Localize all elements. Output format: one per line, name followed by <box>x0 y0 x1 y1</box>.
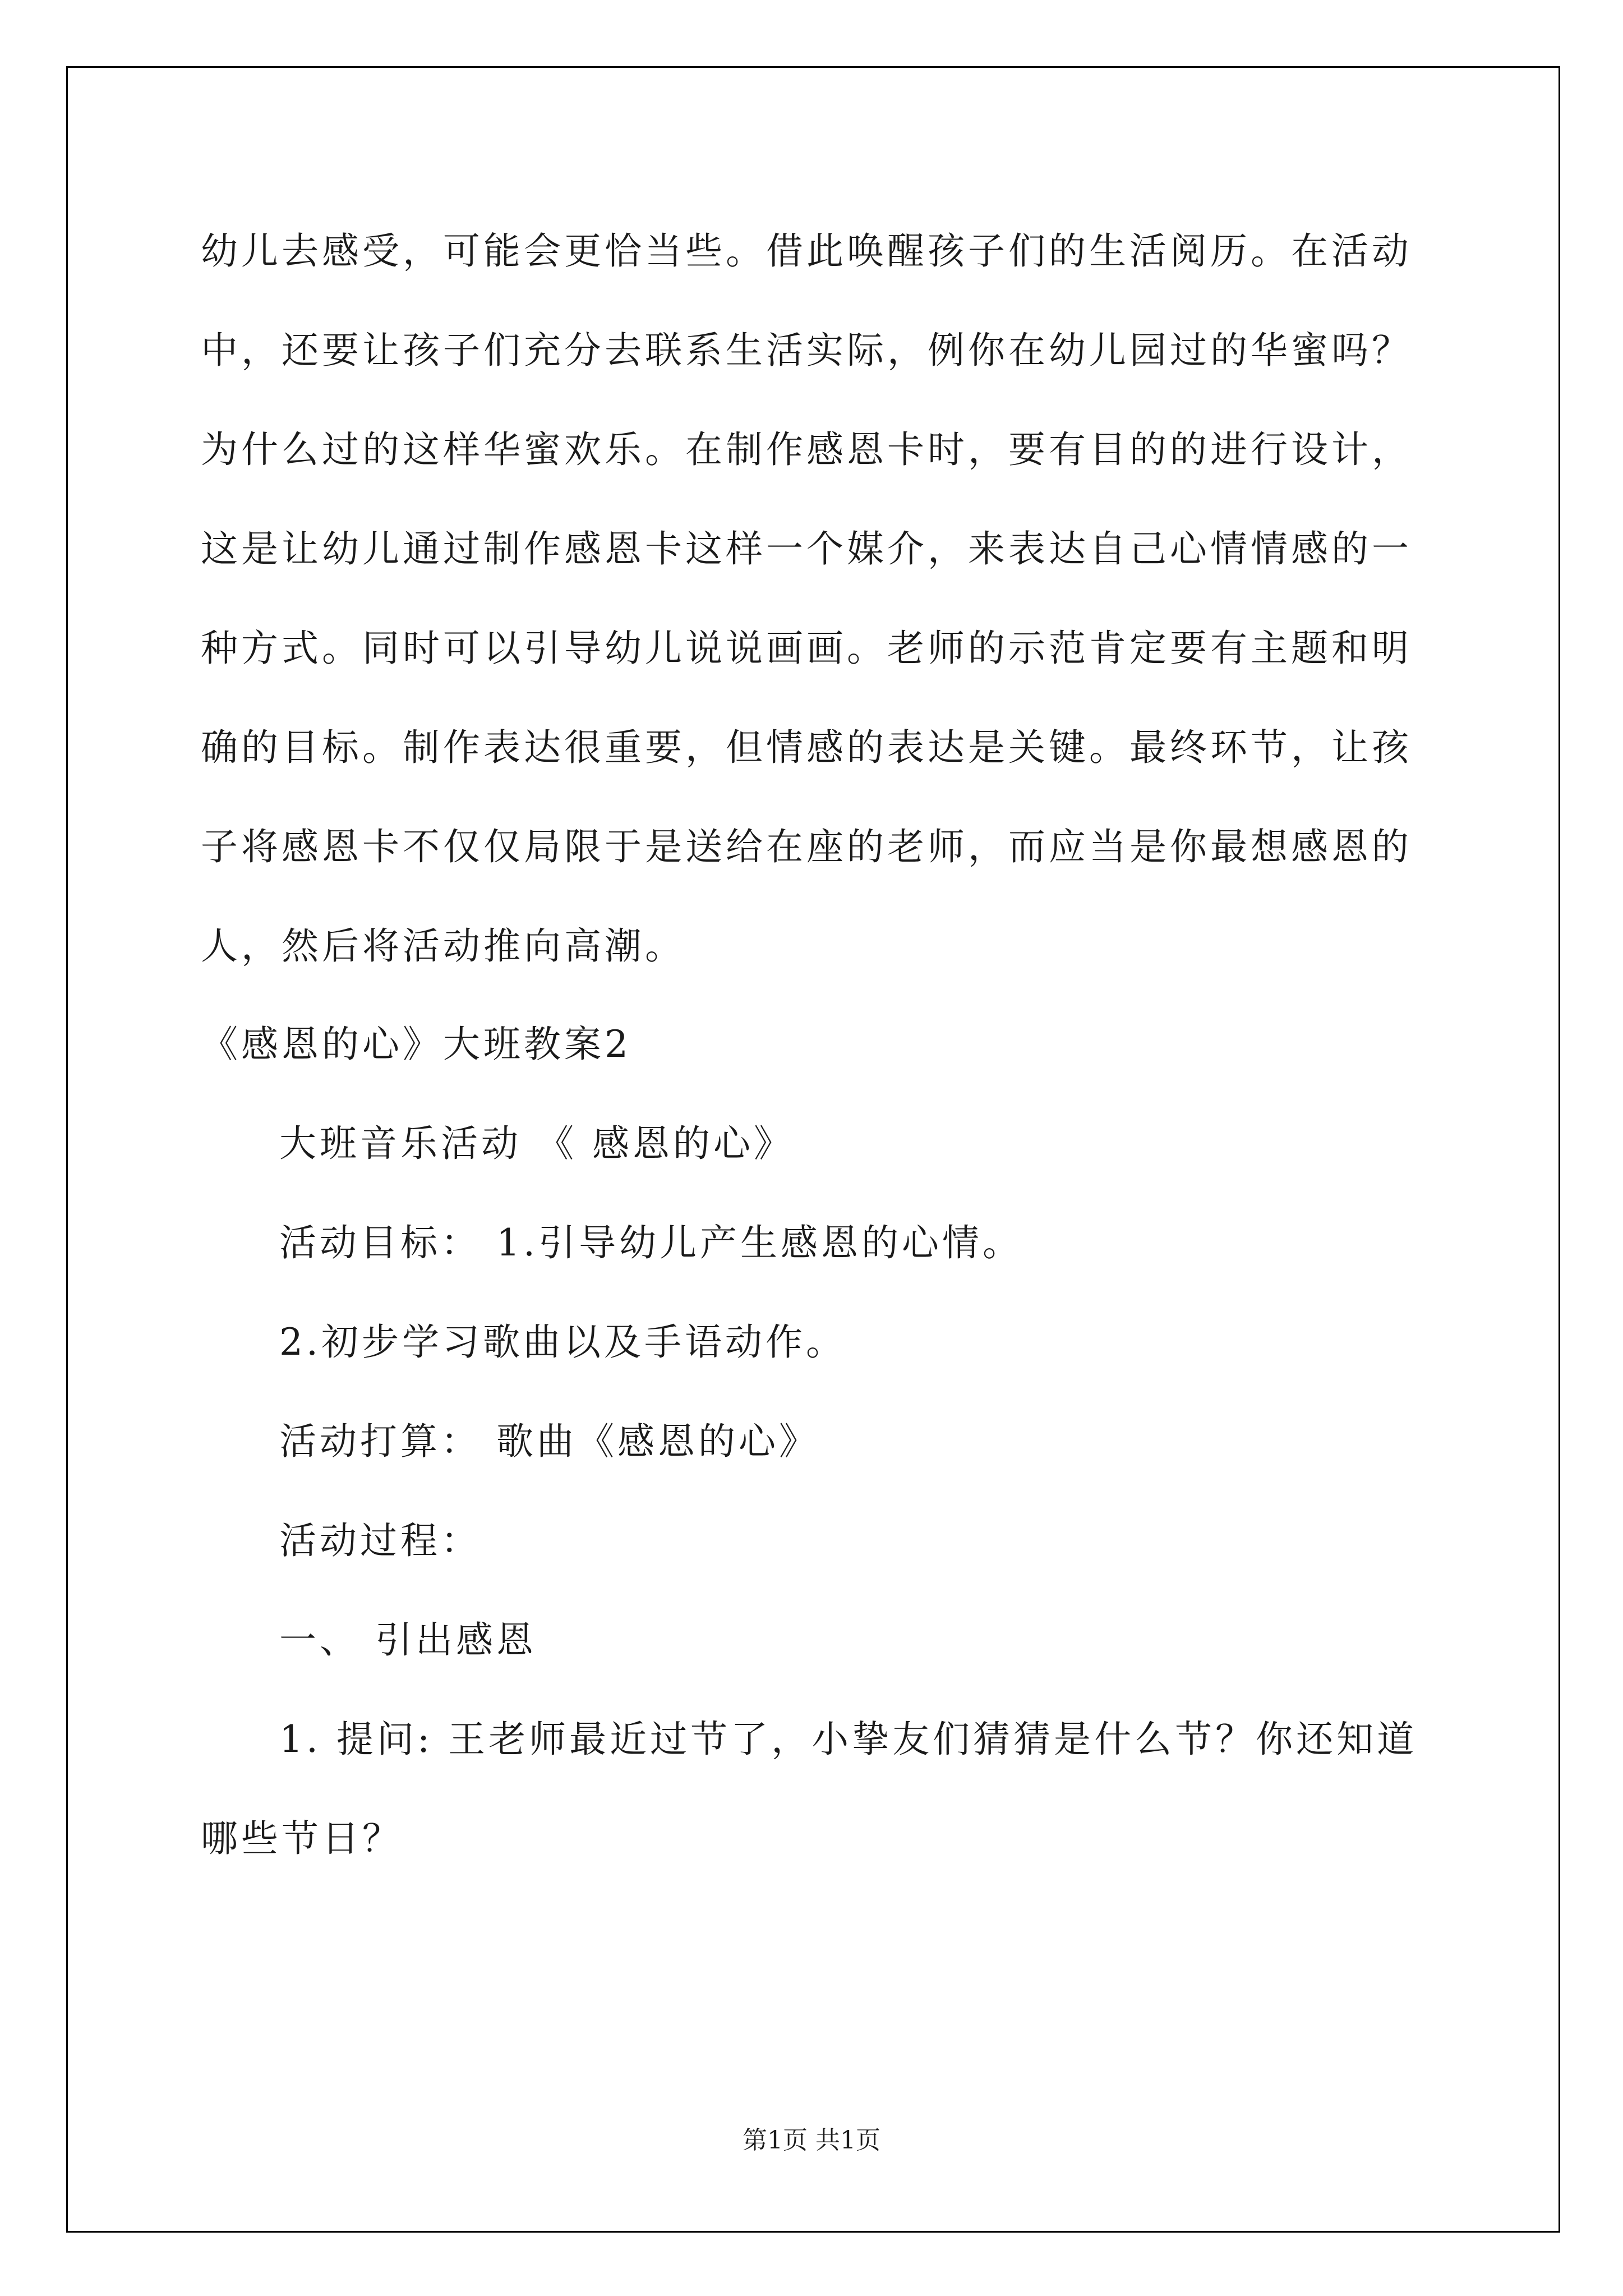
paragraph-line: 确的目标。制作表达很重要，但情感的表达是关键。最终环节，让孩 <box>201 726 1412 769</box>
activity-process-label: 活动过程： <box>279 1519 481 1562</box>
paragraph-line: 为什么过的这样华蜜欢乐。在制作感恩卡时，要有目的的进行设计， <box>201 428 1412 471</box>
paragraph-line: 人，然后将活动推向高潮。 <box>201 924 685 968</box>
page-footer: 第1页 共1页 <box>743 2126 880 2155</box>
paragraph-line: 种方式。同时可以引导幼儿说说画画。老师的示范肯定要有主题和明 <box>201 627 1412 670</box>
question-line: 1. 提问: 王老师最近过节了，小挚友们猜猜是什么节？你还知道 <box>279 1718 1418 1761</box>
step-heading: 一、 引出感恩 <box>279 1618 537 1662</box>
paragraph-line: 中，还要让孩子们充分去联系生活实际，例你在幼儿园过的华蜜吗？ <box>201 329 1412 372</box>
paragraph-line: 这是让幼儿通过制作感恩卡这样一个媒介，来表达自己心情情感的一 <box>201 527 1412 570</box>
activity-preparation: 活动打算： 歌曲《感恩的心》 <box>279 1420 819 1463</box>
activity-goal-line-2: 2.初步学习歌曲以及手语动作。 <box>279 1320 846 1364</box>
activity-goal-line: 活动目标： 1.引导幼儿产生感恩的心情。 <box>279 1221 1023 1264</box>
section-title: 《感恩的心》大班教案2 <box>201 1023 631 1066</box>
activity-name: 大班音乐活动 《 感恩的心》 <box>279 1122 794 1165</box>
question-line-continued: 哪些节日？ <box>201 1817 403 1860</box>
paragraph-line: 幼儿去感受，可能会更恰当些。借此唤醒孩子们的生活阅历。在活动 <box>201 229 1412 273</box>
paragraph-line: 子将感恩卡不仅仅局限于是送给在座的老师，而应当是你最想感恩的 <box>201 825 1412 868</box>
